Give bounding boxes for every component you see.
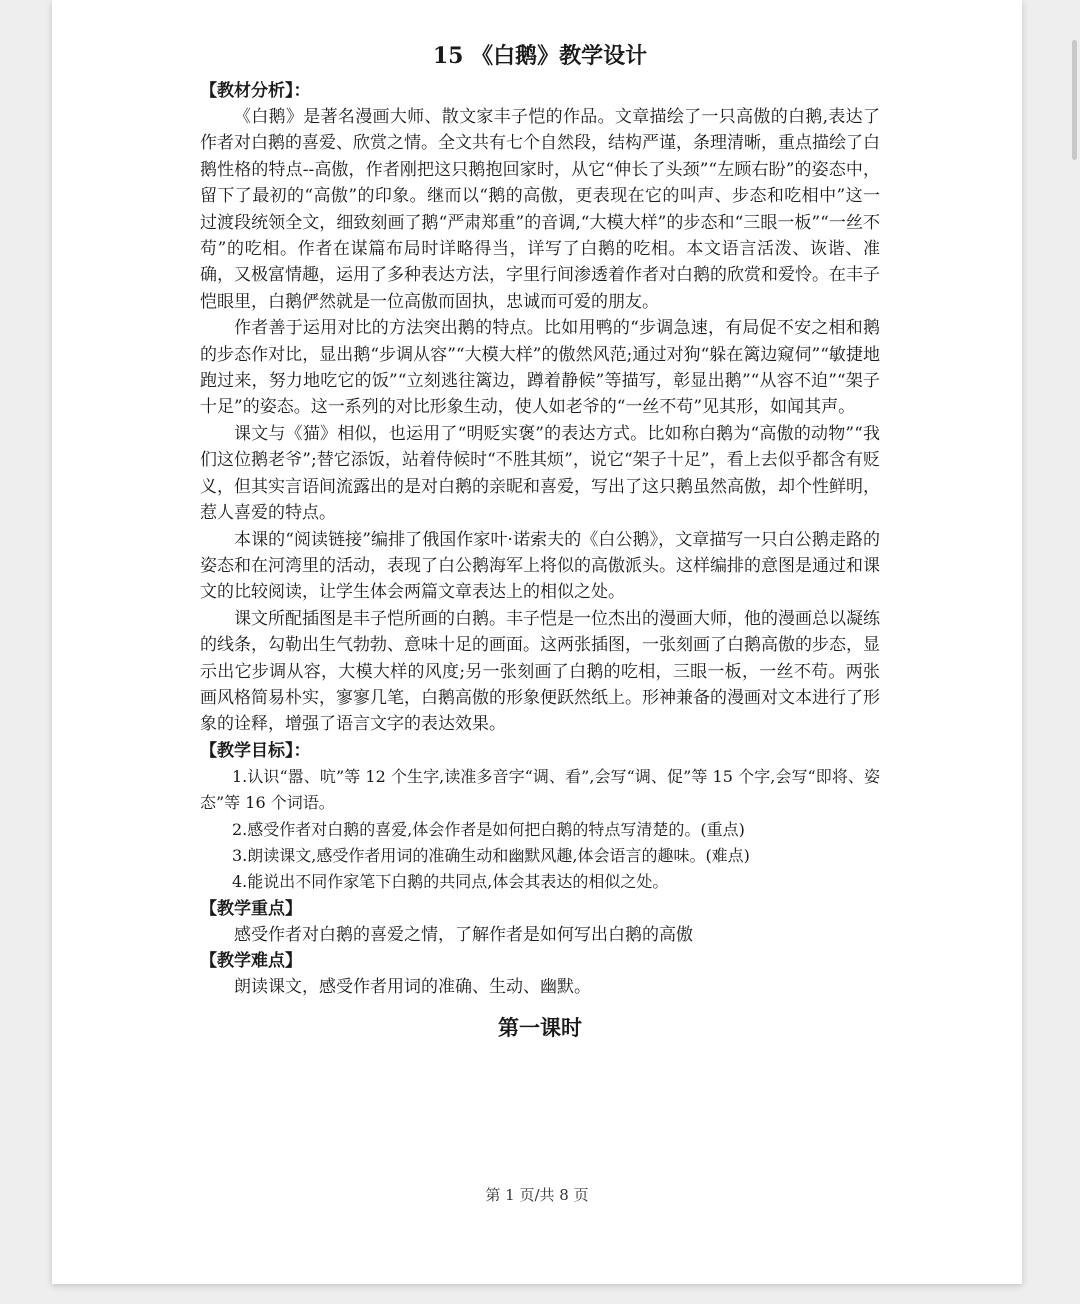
analysis-heading: 【教材分析】： xyxy=(200,81,311,101)
lesson-heading: 第一课时 xyxy=(498,1014,582,1040)
analysis-paragraph-3: 课文与《猫》相似，也运用了“明贬实褒”的表达方式。比如称白鹅为“高傲的动物”“我们这位鹅老爷”;替它添饭，站着侍候时“不胜其烦”，说它“架子十足”，看上去似乎都含有贬义，但其实言语间流露出的是对白鹅的亲昵和喜爱，写出了这只鹅虽然高傲，却个性鲜明，惹人喜爱的特点。 xyxy=(200,423,880,524)
goal-item-3: 3.朗读课文,感受作者用词的准确生动和幽默风趣,体会语言的趣味。(难点) xyxy=(232,845,750,865)
analysis-paragraph-4: 本课的“阅读链接”编排了俄国作家叶·诺索夫的《白公鹅》，文章描写一只白公鹅走路的姿态和在河湾里的活动，表现了白公鹅海军上将似的高傲派头。这样编排的意图是通过和课文的比较阅读，让学生体会两篇文章表达上的相似之处。 xyxy=(200,529,880,603)
key-point-heading: 【教学重点】 xyxy=(200,898,302,919)
key-point-text: 感受作者对白鹅的喜爱之情，了解作者是如何写出白鹅的高傲 xyxy=(234,924,693,945)
difficulty-text: 朗读课文，感受作者用词的准确、生动、幽默。 xyxy=(234,977,591,998)
goal-item-2: 2.感受作者对白鹅的喜爱,体会作者是如何把白鹅的特点写清楚的。(重点) xyxy=(232,819,745,839)
goal-item-1: 1.认识“嚣、吭”等 12 个生字,读准多音字“调、看”,会写“调、促”等 15 个字,会写“即将、姿态”等 16 个词语。 xyxy=(200,766,880,813)
analysis-paragraph-5: 课文所配插图是丰子恺所画的白鹅。丰子恺是一位杰出的漫画大师，他的漫画总以凝练的线条，勾勒出生气勃勃、意味十足的画面。这两张插图，一张刻画了白鹅高傲的步态，显示出它步调从容，大模大样的风度;另一张刻画了白鹅的吃相，三眼一板，一丝不苟。两张画风格简易朴实，寥寥几笔，白鹅高傲的形象便跃然纸上。形神兼备的漫画对文本进行了形象的诠释，增强了语言文字的表达效果。 xyxy=(200,608,880,735)
document-title: 15 《白鹅》教学设计 xyxy=(432,43,648,69)
goal-item-4: 4.能说出不同作家笔下白鹅的共同点,体会其表达的相似之处。 xyxy=(232,872,669,892)
vertical-scrollbar[interactable] xyxy=(1072,40,1077,160)
analysis-paragraph-2: 作者善于运用对比的方法突出鹅的特点。比如用鸭的“步调急速，有局促不安之相和鹅的步态作对比，显出鹅“步调从容”“大模大样”的傲然风范;通过对狗“躲在篱边窥伺”“敏捷地跑过来，努力地吃它的饭”“立刻逃往篱边，蹲着静候”等描写，彰显出鹅”“从容不迫”“架子十足”的姿态。这一系列的对比形象生动，使人如老爷的“一丝不苟”见其形，如闻其声。 xyxy=(200,318,880,418)
difficulty-heading: 【教学难点】 xyxy=(200,951,302,972)
page-content xyxy=(200,36,880,1043)
document-page xyxy=(52,0,1022,1284)
goals-heading: 【教学目标】： xyxy=(200,740,311,761)
analysis-paragraph-1: 《白鹅》是著名漫画大师、散文家丰子恺的作品。文章描绘了一只高傲的白鹅,表达了作者对白鹅的喜爱、欣赏之情。全文共有七个自然段，结构严谨，条理清晰，重点描绘了白鹅性格的特点--高傲，作者刚把这只鹅抱回家时，从它“伸长了头颈”“左顾右盼”的姿态中，留下了最初的“高傲”的印象。继而以“鹅的高傲，更表现在它的叫声、步态和吃相中”这一过渡段统领全文，细致刻画了鹅“严肃郑重”的音调,“大模大样”的步态和“三眼一板”“一丝不苟”的吃相。作者在谋篇布局时详略得当，详写了白鹅的吃相。本文语言活泼、诙谐、准确，又极富情趣，运用了多种表达方法，字里行间渗透着作者对白鹅的欣赏和爱怜。在丰子恺眼里，白鹅俨然就是一位高傲而固执，忠诚而可爱的朋友。 xyxy=(200,107,880,312)
page-number-footer: 第 1 页/共 8 页 xyxy=(485,1186,589,1204)
